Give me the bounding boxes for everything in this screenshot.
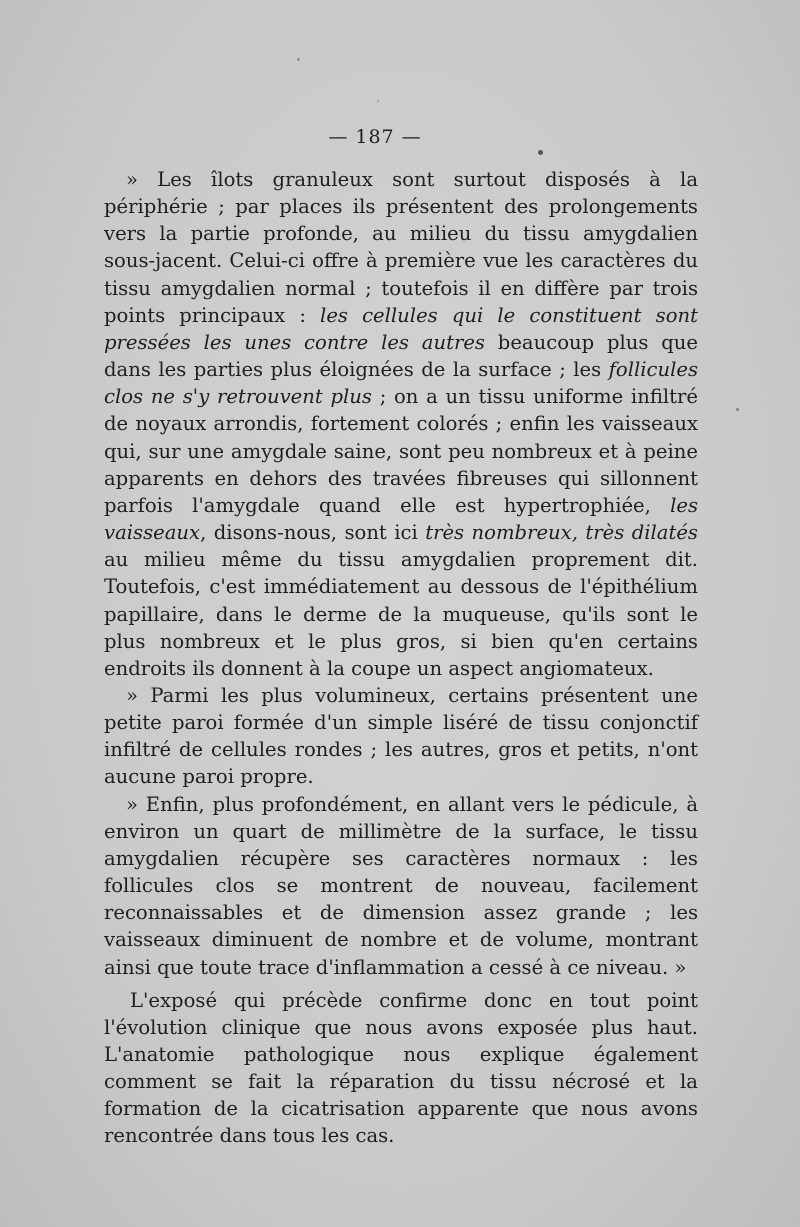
- text-run: L'exposé qui précède confirme donc en tout point l'évolution clinique que nous avons exposée plus haut. L'anatomie pathologique nous explique également comment se fait la réparation du tissu nécrosé et la formation de la cicatrisation apparente que nous avons rencontrée dans tous les cas.: [104, 988, 698, 1148]
- paragraph-1: [104, 166, 698, 682]
- italic-run: les vaisseaux: [104, 493, 698, 545]
- paragraph-4: [104, 987, 698, 1150]
- page-number: — 187 —: [328, 126, 422, 148]
- text-run: ; on a un tissu uniforme infiltré de noyaux arrondis, fortement colorés ; enfin les vaisseaux qui, sur une amygdale saine, sont peu nombreux et à peine apparents en dehors des travées fibreuses qui sillonnent parfois l'amygdale quand elle est hypertrophiée,: [104, 385, 698, 517]
- text-run: » Les îlots granuleux sont surtout disposés à la périphérie ; par places ils présentent des prolongements vers la partie profonde, au milieu du tissu amygdalien sous-jacent. Celui-ci offre à première vue les caractères du tissu amygdalien normal ; toutefois il en diffère par trois points principaux :: [104, 168, 698, 327]
- text-run: au milieu même du tissu amygdalien proprement dit. Toutefois, c'est immédiatement au dessous de l'épithélium papillaire, dans le derme de la muqueuse, qu'ils sont le plus nombreux et le plus gros, si bien qu'en certains endroits ils donnent à la coupe un aspect angiomateux.: [104, 548, 698, 680]
- italic-run: très nombreux, très dilatés: [425, 521, 698, 545]
- paper-speck: [736, 408, 739, 411]
- italic-run: follicules clos ne s'y retrouvent plus: [104, 358, 698, 409]
- paper-speck: [538, 150, 543, 155]
- paragraph-3: [104, 791, 698, 981]
- text-run: » Parmi les plus volumineux, certains présentent une petite paroi formée d'un simple liséré de tissu conjonctif infiltré de cellules rondes ; les autres, gros et petits, n'ont aucune paroi propre.: [104, 683, 698, 789]
- italic-run: les cellules qui le constituent sont pressées les unes contre les autres: [104, 303, 698, 354]
- text-run: beaucoup plus que dans les parties plus éloignées de la surface ; les: [104, 330, 698, 382]
- text-run: , disons-nous, sont ici: [200, 521, 426, 545]
- paragraph-2: [104, 682, 698, 791]
- paper-speck: [297, 58, 300, 61]
- paper-speck: [377, 100, 379, 102]
- body-text: [104, 166, 698, 1150]
- text-run: » Enfin, plus profondément, en allant vers le pédicule, à environ un quart de millimètre de la surface, le tissu amygdalien récupère ses caractères normaux : les follicules clos se montrent de nouveau, facilement reconnaissables et de dimension assez grande ; les vaisseaux diminuent de nombre et de volume, montrant ainsi que toute trace d'inflammation a cessé à ce niveau. »: [104, 792, 698, 979]
